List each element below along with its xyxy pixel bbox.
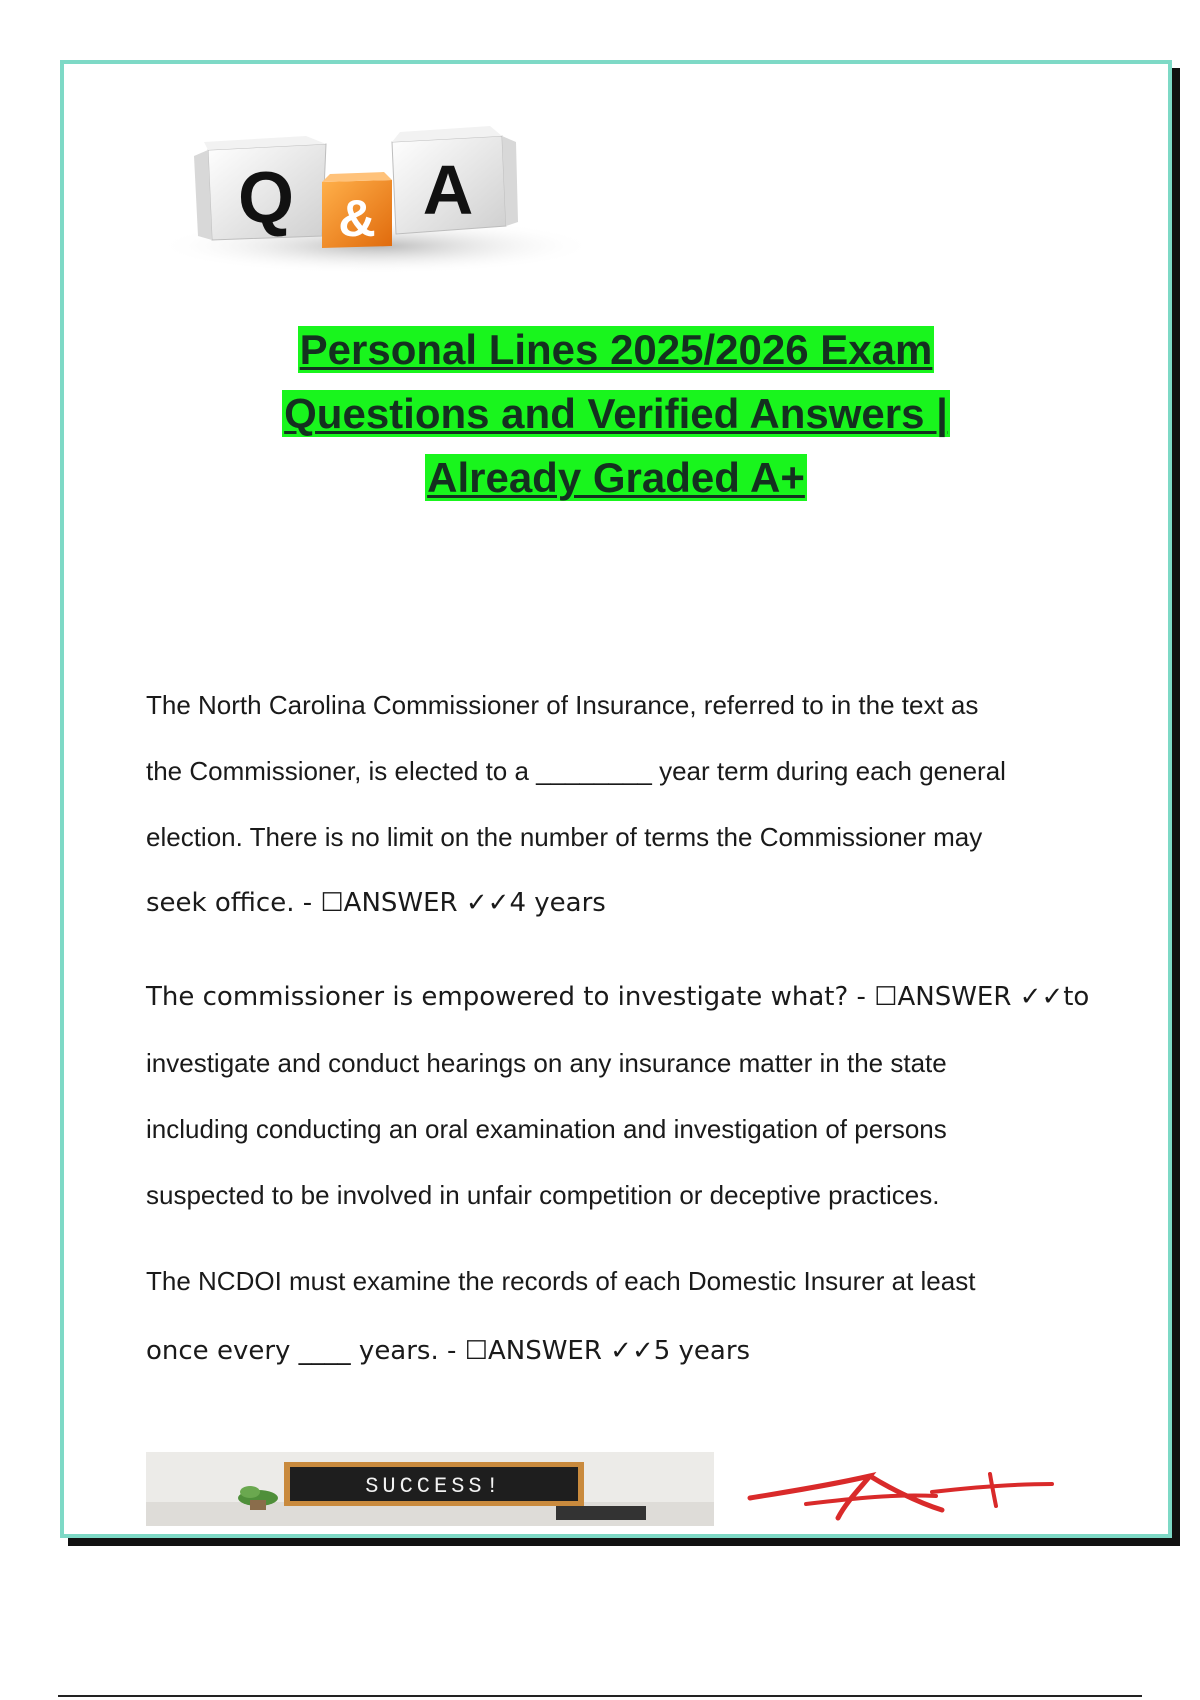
qa-answer-line: once every ____ years. - ☐ANSWER ✓✓5 years xyxy=(146,1336,751,1366)
title-line-3: Already Graded A+ xyxy=(427,454,805,501)
title-line-2: Questions and Verified Answers | xyxy=(284,390,948,437)
svg-text:A: A xyxy=(422,151,474,229)
svg-text:&: & xyxy=(338,190,376,248)
title-line-1: Personal Lines 2025/2026 Exam xyxy=(299,326,933,373)
qa-dice-logo xyxy=(146,86,600,300)
qa-line: election. There is no limit on the number of terms the Commissioner may xyxy=(146,822,983,852)
qa-line: the Commissioner, is elected to a ________ year term during each general xyxy=(146,756,1006,786)
qa-item xyxy=(146,1246,1076,1386)
qa-item xyxy=(146,964,1090,1228)
q-cube xyxy=(194,136,326,240)
qa-item xyxy=(146,672,1076,936)
success-board-image xyxy=(146,1452,714,1526)
svg-text:Q: Q xyxy=(237,158,295,238)
qa-answer-line: The commissioner is empowered to investigate what? - ☐ANSWER ✓✓to xyxy=(146,982,1090,1012)
qa-line: The NCDOI must examine the records of each Domestic Insurer at least xyxy=(146,1266,976,1296)
qa-line: including conducting an oral examination and investigation of persons xyxy=(146,1114,947,1144)
qa-answer-line: seek office. - ☐ANSWER ✓✓4 years xyxy=(146,888,606,918)
qa-line: The North Carolina Commissioner of Insurance, referred to in the text as xyxy=(146,690,979,720)
svg-text:SUCCESS!: SUCCESS! xyxy=(365,1474,503,1499)
ampersand-cube xyxy=(322,172,392,248)
bottom-rule xyxy=(58,1695,1142,1697)
a-plus-grade-image xyxy=(746,1462,1058,1522)
svg-text:A+: A+ xyxy=(746,1462,748,1463)
qa-line: investigate and conduct hearings on any insurance matter in the state xyxy=(146,1048,947,1078)
a-cube xyxy=(392,126,518,234)
qa-line: suspected to be involved in unfair competition or deceptive practices. xyxy=(146,1180,940,1210)
document-title xyxy=(150,318,1082,510)
